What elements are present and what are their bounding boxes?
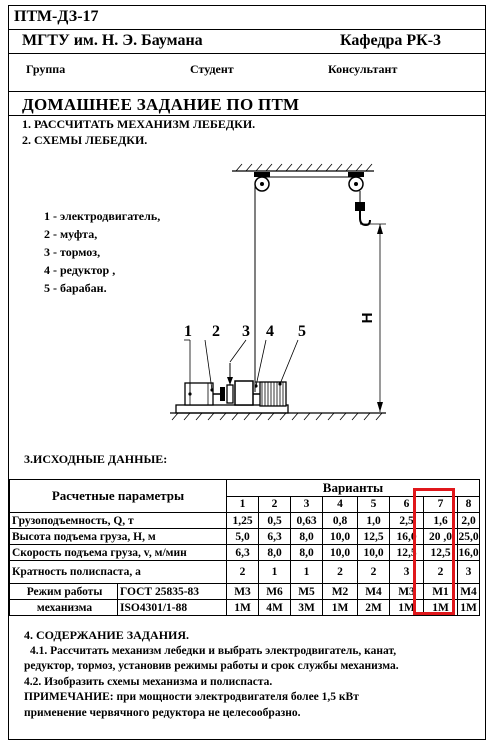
table-cell: М4 xyxy=(458,584,480,600)
table-cell: 2,0 xyxy=(458,513,480,529)
table-cell: 1М xyxy=(458,600,480,616)
table-cell: 6,3 xyxy=(259,529,291,545)
table-cell: 1 xyxy=(259,561,291,584)
mode-label: механизма xyxy=(10,600,118,616)
divider xyxy=(8,29,486,30)
table-cell: 3 xyxy=(458,561,480,584)
table-cell: 2М xyxy=(358,600,390,616)
callout-number: 3 xyxy=(242,323,250,340)
table-cell: М5 xyxy=(291,584,323,600)
table-cell: 16,0 xyxy=(390,529,424,545)
hook-icon xyxy=(360,211,370,225)
variant-number: 5 xyxy=(358,496,390,513)
drum-icon xyxy=(260,382,286,406)
table-cell: 25,0 xyxy=(458,530,479,543)
mode-standard: ГОСТ 25835-83 xyxy=(118,584,227,600)
assignment-item-2: 2. СХЕМЫ ЛЕБЕДКИ. xyxy=(22,133,148,147)
group-label: Группа xyxy=(26,62,66,76)
divider xyxy=(8,115,486,116)
parameters-table xyxy=(9,479,480,616)
brake-icon xyxy=(227,385,233,403)
row-label: Кратность полиспаста, а xyxy=(10,561,227,584)
table-cell: 0,8 xyxy=(323,513,358,529)
table-cell: М2 xyxy=(323,584,358,600)
divider xyxy=(8,91,486,92)
table-cell: 2 xyxy=(227,561,259,584)
table-cell: М4 xyxy=(358,584,390,600)
section4 xyxy=(24,628,479,721)
table-cell: 1 xyxy=(291,561,323,584)
floor-hatching xyxy=(172,413,382,420)
section4-line: 4.2. Изобразить схемы механизма и полиспаста. xyxy=(24,675,273,688)
divider xyxy=(8,53,486,54)
variant-number: 3 xyxy=(291,496,323,513)
table-row xyxy=(10,545,480,561)
legend-item: 3 - тормоз, xyxy=(44,245,101,259)
table-cell: М1 xyxy=(424,584,458,600)
mode-standard: ISO4301/1-88 xyxy=(118,600,227,616)
table-cell: 0,5 xyxy=(259,513,291,529)
section3-title: 3.ИСХОДНЫЕ ДАННЫЕ: xyxy=(24,452,168,466)
table-row xyxy=(10,529,480,545)
section4-line: 4.1. Рассчитать механизм лебедки и выбрать электродвигатель, канат, xyxy=(30,644,397,657)
winch-scheme-drawing xyxy=(150,150,390,430)
section4-note: ПРИМЕЧАНИЕ: при мощности электродвигателя более 1,5 кВт xyxy=(24,691,359,703)
scheme-legend xyxy=(44,207,160,297)
table-cell: 2,5 xyxy=(390,513,424,529)
student-label: Студент xyxy=(190,62,234,76)
table-cell: 10,0 xyxy=(358,545,390,561)
table-cell: М3 xyxy=(227,584,259,600)
variant-number: 1 xyxy=(227,496,259,513)
table-row xyxy=(10,513,480,529)
department-name: Кафедра РК-3 xyxy=(340,32,442,49)
row-label: Скорость подъема груза, v, м/мин xyxy=(10,545,227,561)
table-cell: 2 xyxy=(424,561,458,584)
table-cell: 1М xyxy=(323,600,358,616)
table-cell: 10,0 xyxy=(323,545,358,561)
row-label: Грузоподъемность, Q, т xyxy=(10,513,227,529)
reducer-icon xyxy=(235,381,253,405)
assignment-item-1: 1. РАССЧИТАТЬ МЕХАНИЗМ ЛЕБЕДКИ. xyxy=(22,117,256,131)
table-cell: 1М xyxy=(390,600,424,616)
section4-title: 4. СОДЕРЖАНИЕ ЗАДАНИЯ. xyxy=(24,628,190,642)
table-cell: 1,0 xyxy=(358,513,390,529)
variant-number: 2 xyxy=(259,496,291,513)
section4-note: применение червячного редуктора не целесообразно. xyxy=(24,706,301,719)
callout-number: 4 xyxy=(266,323,274,340)
coupling-icon xyxy=(220,387,225,401)
section4-line: редуктор, тормоз, установив режимы работы и срок службы механизма. xyxy=(24,660,399,672)
table-cell: 8,0 xyxy=(291,529,323,545)
variant-number: 8 xyxy=(458,496,480,513)
legend-item: 2 - муфта, xyxy=(44,227,98,241)
mode-label: Режим работы xyxy=(10,584,118,600)
table-cell: 16,0 xyxy=(458,546,479,559)
table-cell: 1М xyxy=(424,600,458,616)
callout-number: 2 xyxy=(212,323,220,340)
table-cell: М3 xyxy=(390,584,424,600)
table-cell: 3 xyxy=(390,561,424,584)
table-row xyxy=(10,584,480,600)
table-row xyxy=(10,600,480,616)
table-cell: 5,0 xyxy=(227,529,259,545)
table-cell: 1,6 xyxy=(424,513,458,529)
doc-code: ПТМ-ДЗ-17 xyxy=(14,8,99,25)
table-cell: 4М xyxy=(259,600,291,616)
table-cell: 12,5 xyxy=(390,545,424,561)
table-cell: М6 xyxy=(259,584,291,600)
ceiling-hatching xyxy=(236,164,372,171)
table-cell: 2 xyxy=(323,561,358,584)
university-name: МГТУ им. Н. Э. Баумана xyxy=(22,32,203,49)
variant-number: 7 xyxy=(424,496,458,513)
table-cell: 12,5 xyxy=(424,545,458,561)
table-cell: 1М xyxy=(227,600,259,616)
hook-block xyxy=(355,202,365,211)
table-cell: 8,0 xyxy=(259,545,291,561)
row-label: Высота подъема груза, Н, м xyxy=(10,529,227,545)
height-label: Н xyxy=(359,312,376,324)
variant-number: 4 xyxy=(323,496,358,513)
table-cell: 10,0 xyxy=(323,529,358,545)
legend-item: 5 - барабан. xyxy=(44,281,107,295)
variants-header: Варианты xyxy=(227,480,480,497)
legend-item: 4 - редуктор , xyxy=(44,263,116,277)
table-cell: 2 xyxy=(358,561,390,584)
callout-number: 1 xyxy=(184,323,192,340)
legend-item: 1 - электродвигатель, xyxy=(44,209,161,223)
table-cell: 20 ,0 xyxy=(424,529,458,545)
callout-number: 5 xyxy=(298,323,306,340)
variant-7-highlight xyxy=(413,488,455,615)
table-cell: 0,63 xyxy=(291,513,323,529)
table-cell: 8,0 xyxy=(291,545,323,561)
table-cell: 3М xyxy=(291,600,323,616)
consultant-label: Консультант xyxy=(328,62,398,76)
params-header: Расчетные параметры xyxy=(10,480,227,513)
table-cell: 6,3 xyxy=(227,545,259,561)
table-cell: 12,5 xyxy=(358,529,390,545)
table-cell: 1,25 xyxy=(227,513,259,529)
variant-number: 6 xyxy=(390,496,424,513)
assignment-title: ДОМАШНЕЕ ЗАДАНИЕ ПО ПТМ xyxy=(22,95,300,114)
table-row xyxy=(10,561,480,584)
